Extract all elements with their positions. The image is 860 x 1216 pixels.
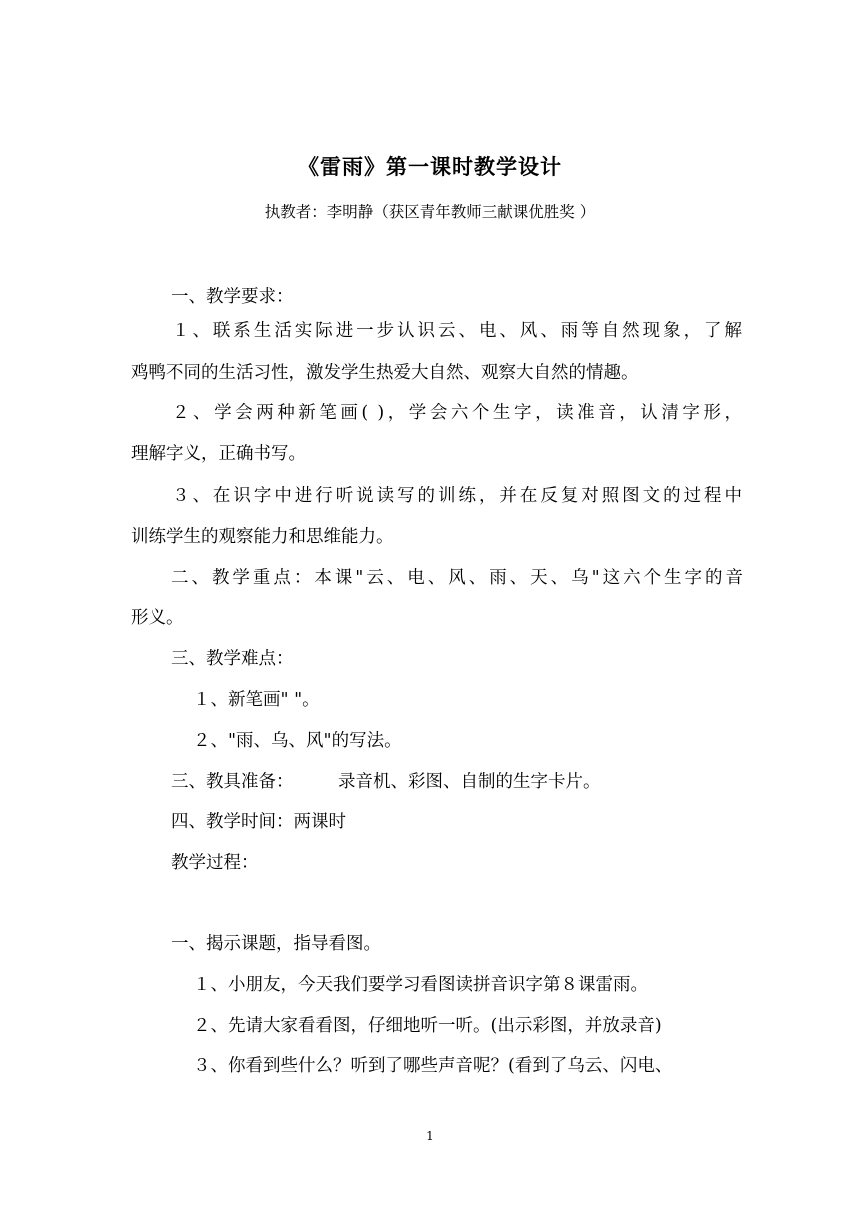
list-item: ３、你看到些什么？听到了哪些声音呢？(看到了乌云、闪电、	[193, 1056, 673, 1076]
paragraph-line: 训练学生的观察能力和思维能力。	[131, 527, 394, 547]
paragraph-line: １、联系生活实际进一步认识云、电、风、雨等自然现象，了解	[172, 321, 742, 341]
section-heading-step-one: 一、揭示课题，指导看图。	[171, 934, 381, 954]
section-heading-materials: 三、教具准备： 录音机、彩图、自制的生字卡片。	[171, 772, 601, 792]
list-item: １、小朋友，今天我们要学习看图读拼音识字第８课雷雨。	[193, 975, 648, 995]
document-title: 《雷雨》第一课时教学设计	[298, 154, 562, 179]
section-heading-time: 四、教学时间：两课时	[171, 812, 346, 832]
list-item: ２、"雨、乌、风"的写法。	[193, 731, 402, 751]
list-item: ２、先请大家看看图，仔细地听一听。(出示彩图，并放录音)	[193, 1016, 662, 1036]
list-item: １、新笔画" "。	[193, 690, 320, 710]
paragraph-line: 理解字义，正确书写。	[131, 444, 306, 464]
section-heading-difficulties: 三、教学难点：	[171, 649, 294, 669]
page-number: 1	[426, 1129, 434, 1143]
paragraph-line: 鸡鸭不同的生活习性，激发学生热爱大自然、观察大自然的情趣。	[131, 363, 639, 383]
paragraph-line: ２、学会两种新笔画( )，学会六个生字，读准音，认清字形，	[172, 403, 742, 423]
paragraph-line: ３、在识字中进行听说读写的训练，并在反复对照图文的过程中	[172, 486, 742, 506]
paragraph-line: 形义。	[131, 608, 184, 628]
document-subtitle: 执教者：李明静（获区青年教师三献课优胜奖 ）	[264, 203, 596, 221]
section-heading-key-points: 二、教学重点：本课"云、电、风、雨、天、乌"这六个生字的音	[171, 568, 743, 588]
section-heading-requirements: 一、教学要求：	[171, 287, 294, 307]
section-heading-process: 教学过程：	[171, 853, 259, 873]
